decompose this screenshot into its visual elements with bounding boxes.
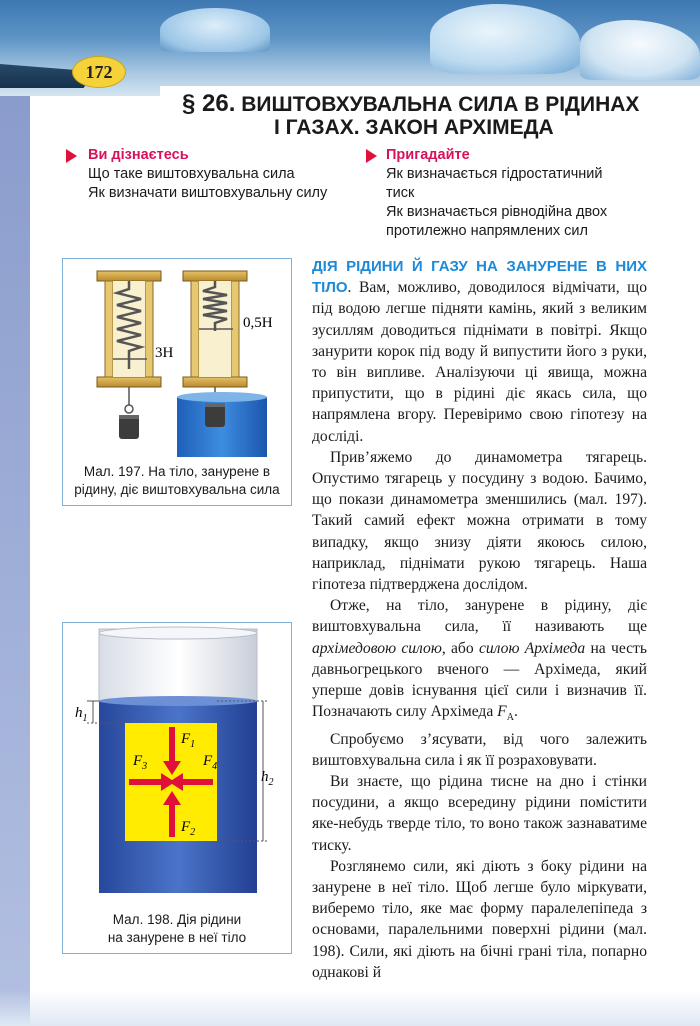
paragraph: Прив’яжемо до динамометра тягарець. Опустимо тягарець у посудину з водою. Бачимо, що покази динамометра зменшились (мал. 197). Такий самий ефект можна отримати в тому випадку, якщо знизу діяти якоюсь силою, наприклад, піднімати рукою тягарець. Наша гіпотеза підтверджена дослідом. bbox=[312, 448, 647, 594]
pointer-arrow-icon bbox=[366, 149, 377, 163]
label-h: h bbox=[75, 705, 83, 721]
title-line-1: ВИШТОВХУВАЛЬНА СИЛА В РІДИНАХ bbox=[241, 93, 640, 116]
learn-heading: Ви дізнаєтесь bbox=[88, 147, 189, 163]
term-italic: силою Архімеда bbox=[478, 639, 586, 657]
page-number-badge: 172 bbox=[72, 56, 126, 88]
caption-line: Мал. 197. На тіло, занурене в bbox=[83, 464, 271, 479]
paragraph: Розглянемо сили, які діють з боку рідини на занурене в неї тіло. Щоб легше було міркувати, виберемо тіло, яке має форму паралелепіпеда з основами, паралельними поверхні рідини (мал. 198). Сили, які діють на бічні грані тіла, попарно однакові й bbox=[312, 857, 647, 981]
symbol-f: F bbox=[497, 703, 507, 721]
label-sub: 4 bbox=[212, 761, 218, 772]
paragraph-text: Отже, на тіло, занурене в рідину, діє виштовхувальна сила, її називають ще bbox=[312, 597, 647, 636]
label-h2 bbox=[261, 769, 274, 788]
label-f3 bbox=[133, 753, 147, 772]
recall-block bbox=[366, 146, 666, 241]
label-h: h bbox=[261, 769, 269, 785]
dynamometer-left bbox=[97, 271, 161, 439]
paragraph: ДІЯ РІДИНИ Й ГАЗУ НА ЗАНУРЕНЕ В НИХ ТІЛО. Вам, можливо, доводилося відмічати, що під водою легше підняти камінь, який з великим зусиллям доводиться піднімати в повітрі. Якщо занурити корок під воду й випустити його з руки, то він випливе. Аналізуючи ці явища, можна припустити, що в рідині діє якась сила, що напрямлена вгору. Перевіримо свою гіпотезу на досліді. bbox=[312, 258, 647, 445]
section-mark: § 26. bbox=[182, 90, 236, 117]
label-3n: 3Н bbox=[155, 345, 174, 361]
label-f: F bbox=[181, 731, 191, 747]
label-f2 bbox=[181, 819, 195, 838]
paragraph-text: на честь давньогрецького вченого — Архімеда, який уперше довів існування цієї сили і визначив її. Позначають силу Архімеда bbox=[312, 639, 647, 721]
symbol-sub: A bbox=[506, 712, 514, 724]
paragraph: Спробуємо з’ясувати, від чого залежить виштовхувальна сила і як її розраховувати. bbox=[312, 730, 647, 769]
label-f4 bbox=[203, 753, 217, 772]
figure-197-caption bbox=[63, 463, 291, 499]
label-sub: 3 bbox=[142, 761, 148, 772]
label-sub: 1 bbox=[190, 739, 196, 750]
iceberg-shape bbox=[580, 20, 700, 80]
iceberg-shape bbox=[430, 4, 580, 74]
dynamometer-illustration bbox=[63, 259, 291, 459]
figure-198 bbox=[62, 622, 292, 954]
learn-block bbox=[72, 146, 352, 203]
paragraph: Ви знаєте, що рідина тисне на дно і стінки посудини, а якщо всередину рідини помістити яке-небудь тверде тіло, то воно також зазнаватиме тиску. bbox=[312, 772, 647, 854]
subheading: ДІЯ РІДИНИ Й ГАЗУ НА ЗАНУРЕНЕ В НИХ ТІЛО bbox=[312, 258, 647, 297]
figure-197 bbox=[62, 258, 292, 506]
label-sub: 2 bbox=[190, 827, 196, 838]
learn-item: Як визначати виштовхувальну силу bbox=[88, 185, 328, 201]
figure-198-caption bbox=[63, 911, 291, 947]
iceberg-shape bbox=[160, 8, 270, 52]
bottom-fade bbox=[0, 990, 700, 1026]
caption-line: Мал. 198. Дія рідини bbox=[112, 912, 242, 927]
left-decorative-band bbox=[0, 96, 30, 1026]
label-h1 bbox=[75, 705, 88, 724]
term-italic: архімедовою силою bbox=[312, 639, 442, 657]
paragraph-text: , або bbox=[441, 639, 479, 657]
caption-line: рідину, діє виштовхувальна сила bbox=[74, 482, 280, 497]
recall-item: протилежно напрямлених сил bbox=[386, 223, 588, 239]
label-f1 bbox=[181, 731, 195, 750]
title-line-2: І ГАЗАХ. ЗАКОН АРХІМЕДА bbox=[274, 116, 554, 139]
paragraph-text: Вам, можливо, доводилося відмічати, що під водою легше підняти камінь, який з великим зусиллям доводиться піднімати в повітрі. Якщо занурити корок під воду й випустити його з руки, то він випливе. Аналізуючи ці явища, можна припустити, що в рідині діє якась сила, що напрямлена вгору. Перевіримо свою гіпотезу на досліді. bbox=[312, 279, 647, 445]
immersed-body-illustration bbox=[63, 623, 291, 903]
recall-item: Як визначається рівнодійна двох bbox=[386, 204, 608, 220]
recall-item: тиск bbox=[386, 185, 415, 201]
recall-heading: Пригадайте bbox=[386, 147, 470, 163]
label-sub: 2 bbox=[268, 777, 274, 788]
caption-line: на занурене в неї тіло bbox=[107, 930, 247, 945]
label-f: F bbox=[181, 819, 191, 835]
label-0-5n: 0,5Н bbox=[243, 315, 273, 331]
section-title bbox=[160, 86, 700, 138]
learn-item: Що таке виштовхувальна сила bbox=[88, 166, 295, 182]
recall-item: Як визначається гідростатичний bbox=[386, 166, 603, 182]
body-text bbox=[312, 256, 647, 983]
dynamometer-right bbox=[177, 271, 267, 457]
label-f: F bbox=[133, 753, 143, 769]
pointer-arrow-icon bbox=[66, 149, 77, 163]
paragraph-text: . bbox=[513, 703, 518, 721]
label-f: F bbox=[203, 753, 213, 769]
paragraph bbox=[312, 595, 647, 728]
label-sub: 1 bbox=[82, 713, 88, 724]
